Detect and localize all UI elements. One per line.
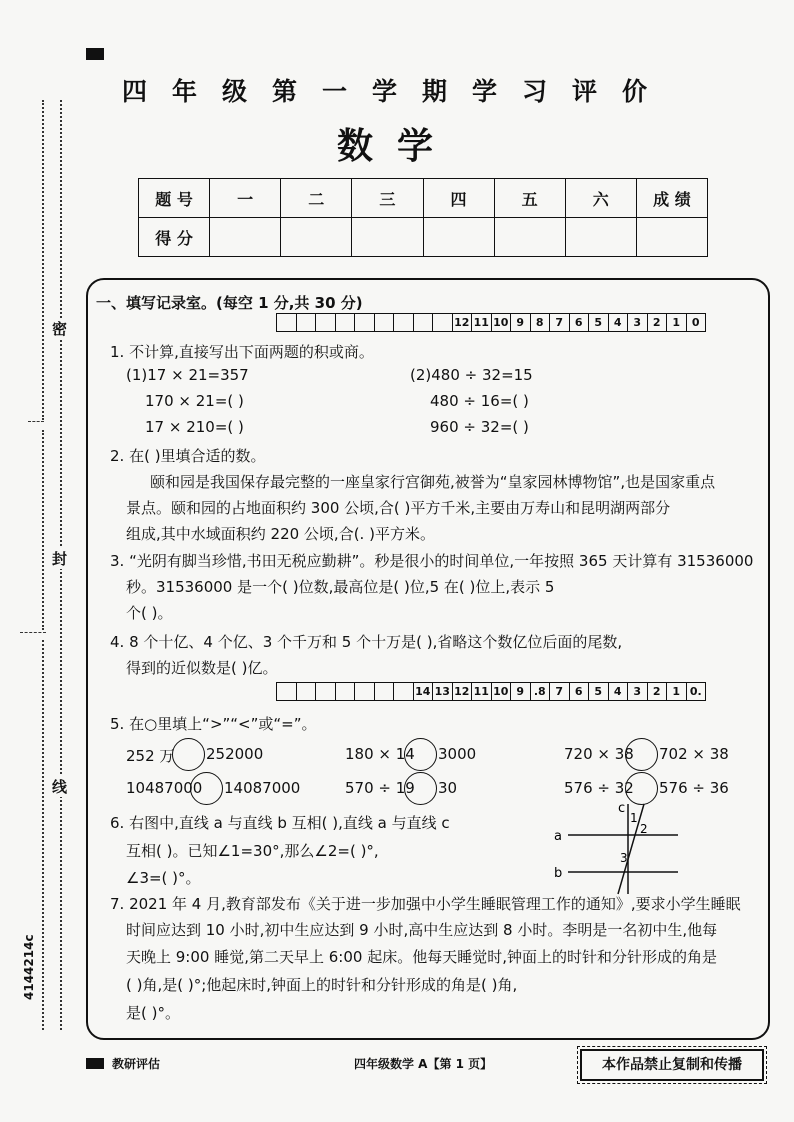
bar-number-cell: 1 (667, 683, 687, 700)
bar-number-cell: 1 (667, 314, 687, 331)
bar-number-cell: 5 (589, 314, 609, 331)
bar-empty-cell (355, 314, 375, 331)
label-b: b (554, 866, 563, 881)
bar-number-cell: 2 (648, 314, 668, 331)
angle-1-label: 1 (630, 811, 638, 825)
footer-mark (86, 1058, 104, 1069)
score-header-cell: 题 号 (139, 179, 210, 218)
bar-number-cell: 5 (589, 683, 609, 700)
bar-empty-cell (414, 314, 434, 331)
bar-number-cell: 9 (511, 683, 531, 700)
bar-number-cell: 9 (511, 314, 531, 331)
compare-circle[interactable] (404, 738, 437, 771)
q2-line-2[interactable]: 景点。颐和园的占地面积约 300 公顷,合( )平方千米,主要由万寿山和昆明湖两部分 (126, 499, 671, 517)
serial-code: 4144214c (22, 934, 36, 1000)
subject-title: 数学 (336, 125, 457, 167)
bar-number-cell: 13 (433, 683, 453, 700)
score-row-label: 得 分 (139, 218, 210, 257)
q5-right: 702 × 38 (659, 745, 729, 763)
bar-number-cell: 14 (414, 683, 434, 700)
q6-line-1[interactable]: 6. 右图中,直线 a 与直线 b 互相( ),直线 a 与直线 c (110, 814, 450, 832)
bar-number-cell: 11 (472, 683, 492, 700)
q5-right: 576 ÷ 36 (659, 779, 729, 797)
compare-circle[interactable] (172, 738, 205, 771)
score-header-cell: 成 绩 (636, 179, 707, 218)
compare-circle[interactable] (404, 772, 437, 805)
score-header-cell: 六 (565, 179, 636, 218)
q3-line-2[interactable]: 秒。31536000 是一个( )位数,最高位是( )位,5 在( )位上,表示 5 (126, 578, 555, 596)
q1-example-2: (2)480 ÷ 32=15 (410, 366, 533, 384)
score-cell[interactable] (494, 218, 565, 257)
q1-stem: 1. 不计算,直接写出下面两题的积或商。 (110, 343, 374, 361)
footer-left: 教研评估 (112, 1057, 161, 1071)
q5-right: 3000 (438, 745, 477, 763)
score-table-header-row (139, 179, 708, 218)
q1-blank-1[interactable]: 170 × 21=( ) (145, 392, 244, 410)
bar-empty-cell (277, 683, 297, 700)
bar-number-cell: 10 (492, 683, 512, 700)
q7-line-4[interactable]: ( )角,是( )°;他起床时,钟面上的时针和分针形成的角是( )角, (126, 976, 518, 994)
bar-number-cell: 7 (550, 683, 570, 700)
bar-number-cell: 6 (570, 314, 590, 331)
seal-char-mi: 密 (52, 320, 68, 338)
score-header-cell: 五 (494, 179, 565, 218)
compare-circle[interactable] (625, 738, 658, 771)
label-c: c (618, 801, 626, 816)
bar-empty-cell (375, 314, 395, 331)
bar-empty-cell (297, 314, 317, 331)
bar-number-cell: 0 (691, 316, 700, 329)
q5-left: 252 万 (126, 747, 175, 765)
q6-line-3[interactable]: ∠3=( )°。 (126, 869, 201, 887)
bar-empty-cell (433, 314, 453, 331)
bar-number-cell: 3 (628, 314, 648, 331)
bar-number-cell: 12 (453, 314, 473, 331)
bar-number-cell: 4 (609, 314, 629, 331)
q5-left: 180 × 14 (345, 745, 415, 763)
bar-empty-cell (297, 683, 317, 700)
bar-empty-cell (375, 683, 395, 700)
bar-number-cell: 4 (609, 683, 629, 700)
score-table (138, 178, 708, 257)
bar-empty-cell (336, 683, 356, 700)
angle-2-label: 2 (640, 822, 648, 836)
q3-line-3[interactable]: 个( )。 (126, 604, 173, 622)
q1-blank-3[interactable]: 480 ÷ 16=( ) (430, 392, 529, 410)
q5-left: 570 ÷ 19 (345, 779, 415, 797)
score-header-cell: 二 (281, 179, 352, 218)
bar-number-cell: 0. (689, 685, 702, 698)
seal-char-feng: 封 (52, 550, 68, 568)
progress-bar-2 (276, 682, 706, 701)
score-cell[interactable] (636, 218, 707, 257)
score-table-score-row (139, 218, 708, 257)
q2-line-1: 颐和园是我国保存最完整的一座皇家行宫御苑,被誉为“皇家园林博物馆”,也是国家重点 (150, 473, 716, 491)
label-a: a (554, 829, 562, 844)
q7-line-2: 时间应达到 10 小时,初中生应达到 9 小时,高中生应达到 8 小时。李明是一名初中生,他每 (126, 921, 718, 939)
registration-mark (86, 48, 104, 60)
q7-line-3: 天晚上 9:00 睡觉,第二天早上 6:00 起床。他每天睡觉时,钟面上的时针和分针形成的角是 (126, 948, 717, 966)
q5-right: 14087000 (224, 779, 301, 797)
q5-left: 576 ÷ 32 (564, 779, 634, 797)
exam-title: 四年级第一学期学习评价 (121, 77, 672, 106)
q6-line-2[interactable]: 互相( )。已知∠1=30°,那么∠2=( )°, (126, 842, 379, 860)
bar-number-cell: 2 (648, 683, 668, 700)
angle-3-label: 3 (620, 851, 628, 865)
bar-number-cell: .8 (531, 683, 551, 700)
bar-number-cell: 10 (492, 314, 512, 331)
bar-number-cell: 3 (628, 683, 648, 700)
bar-number-cell: 8 (531, 314, 551, 331)
bar-empty-cell (355, 683, 375, 700)
score-cell[interactable] (210, 218, 281, 257)
bar-number-cell: 7 (550, 314, 570, 331)
score-header-cell: 三 (352, 179, 423, 218)
progress-bar-1 (276, 313, 706, 332)
q5-left: 10487000 (126, 779, 203, 797)
copyright-stamp: 本作品禁止复制和传播 (580, 1049, 764, 1081)
score-header-cell: 一 (210, 179, 281, 218)
score-header-cell: 四 (423, 179, 494, 218)
seal-char-xian: 线 (52, 778, 68, 796)
q2-stem: 2. 在( )里填合适的数。 (110, 447, 266, 465)
q4-line-1[interactable]: 4. 8 个十亿、4 个亿、3 个千万和 5 个十万是( ),省略这个数亿位后面的尾数, (110, 633, 623, 651)
bar-empty-cell (316, 683, 336, 700)
parallel-lines-figure (548, 800, 688, 896)
bar-empty-cell (336, 314, 356, 331)
compare-circle[interactable] (190, 772, 223, 805)
q5-right: 252000 (206, 745, 264, 763)
q5-right: 30 (438, 779, 458, 797)
q7-line-5[interactable]: 是( )°。 (126, 1004, 180, 1022)
q1-example-1: (1)17 × 21=357 (126, 366, 249, 384)
score-cell[interactable] (352, 218, 423, 257)
bar-empty-cell (277, 314, 297, 331)
q7-line-1: 7. 2021 年 4 月,教育部发布《关于进一步加强中小学生睡眠管理工作的通知》,要求小学生睡眠 (110, 895, 741, 913)
q2-line-3[interactable]: 组成,其中水域面积约 220 公顷,合(. )平方米。 (126, 525, 435, 543)
bar-empty-cell (394, 314, 414, 331)
section-1-title: 一、填写记录室。(每空 1 分,共 30 分) (96, 294, 363, 312)
score-cell[interactable] (281, 218, 352, 257)
bar-empty-cell (316, 314, 336, 331)
bar-number-cell: 11 (472, 314, 492, 331)
score-cell[interactable] (423, 218, 494, 257)
footer-page: 四年级数学 A【第 1 页】 (354, 1057, 493, 1071)
q5-left: 720 × 38 (564, 745, 634, 763)
q1-blank-2[interactable]: 17 × 210=( ) (145, 418, 244, 436)
bar-empty-cell (394, 683, 414, 700)
q3-line-1: 3. “光阴有脚当珍惜,书田无税应勤耕”。秒是很小的时间单位,一年按照 365 天计算有 31536000 (110, 552, 754, 570)
q4-line-2[interactable]: 得到的近似数是( )亿。 (126, 659, 278, 677)
bar-number-cell: 6 (570, 683, 590, 700)
q1-blank-4[interactable]: 960 ÷ 32=( ) (430, 418, 529, 436)
score-cell[interactable] (565, 218, 636, 257)
q5-stem: 5. 在○里填上“>”“<”或“=”。 (110, 715, 317, 733)
bar-number-cell: 12 (453, 683, 473, 700)
